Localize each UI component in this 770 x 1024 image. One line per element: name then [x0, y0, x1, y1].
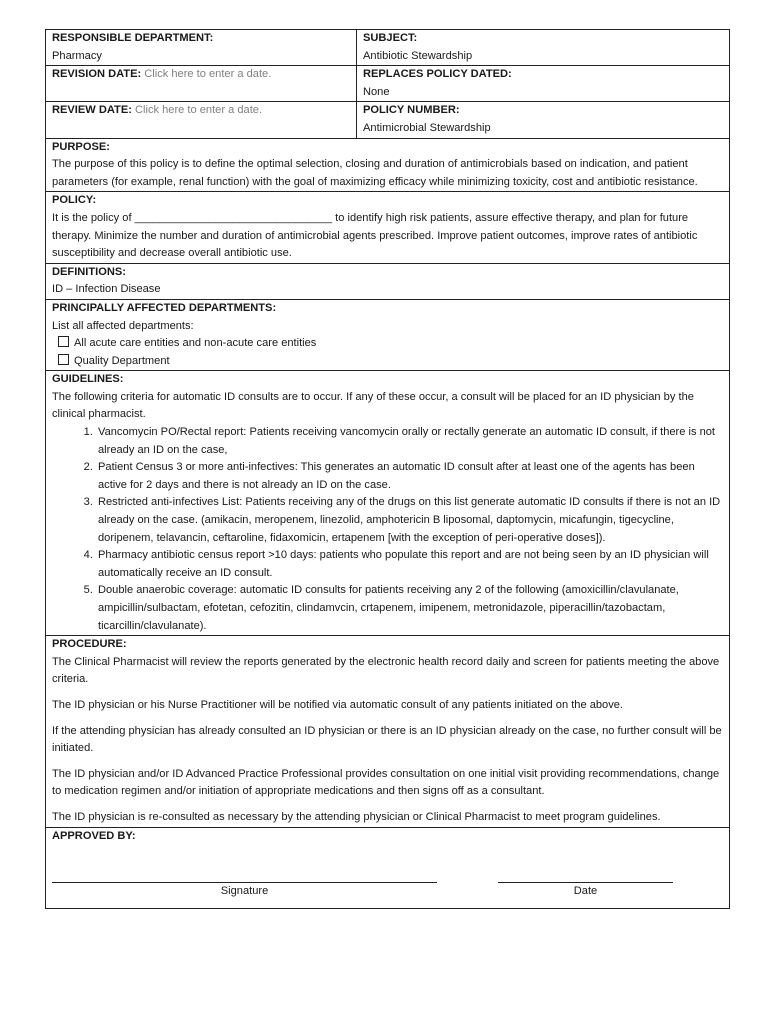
procedure-paragraph: The ID physician is re-consulted as necessary by the attending physician or Clinical Pharmacist to meet program guidelines.: [52, 810, 661, 823]
department-option-label: All acute care entities and non-acute care entities: [74, 337, 317, 350]
purpose-section: [46, 139, 729, 193]
guideline-item: 5. Double anaerobic coverage: automatic ID consults for patients receiving any 2 of the following (amoxicillin/clavulanate, ampicillin/sulbactam, efotetan, cefozitin, clindamvcin, crtapenem, imipenem, metronidazole, piperacillin/tazobactam, ticarcillin/clavulanate).: [96, 582, 723, 635]
guideline-item: 2. Patient Census 3 or more anti-infectives: This generates an automatic ID consult after at least one of the agents has been active for 2 days and there is not already an ID on the case.: [96, 459, 723, 494]
purpose-heading: PURPOSE:: [52, 140, 110, 153]
guidelines-heading: GUIDELINES:: [52, 373, 124, 386]
approved-section: [46, 828, 729, 908]
departments-heading: PRINCIPALLY AFFECTED DEPARTMENTS:: [52, 301, 277, 314]
guideline-item: 4. Pharmacy antibiotic census report >10 days: patients who populate this report and are not being seen by an ID physician will automatically receive an ID consult.: [96, 547, 723, 582]
subject-value: Antibiotic Stewardship: [363, 49, 473, 62]
responsible-department-value: Pharmacy: [52, 49, 102, 62]
responsible-department-cell: [46, 30, 357, 65]
procedure-section: [46, 636, 729, 827]
policy-section: [46, 192, 729, 263]
checkbox-icon[interactable]: [58, 354, 69, 365]
revision-date-label: REVISION DATE:: [52, 68, 142, 81]
departments-section: [46, 300, 729, 371]
policy-heading: POLICY:: [52, 194, 97, 207]
subject-label: SUBJECT:: [363, 32, 418, 44]
replaces-policy-value: None: [363, 85, 390, 98]
review-date-field[interactable]: Click here to enter a date.: [135, 104, 263, 117]
review-date-cell: [46, 102, 357, 137]
procedure-heading: PROCEDURE:: [52, 638, 127, 651]
policy-number-value: Antimicrobial Stewardship: [363, 121, 491, 134]
guidelines-section: [46, 371, 729, 636]
procedure-paragraph: The ID physician and/or ID Advanced Practice Professional provides consultation on one initial visit providing recommendations, change to medication regimen and/or initiation of appropriate medications and then signs off as a consultant.: [52, 767, 720, 798]
procedure-paragraph: The ID physician or his Nurse Practitioner will be notified via automatic consult of any patients initiated on the above.: [52, 698, 624, 711]
approved-heading: APPROVED BY:: [52, 829, 136, 842]
revision-date-field[interactable]: Click here to enter a date.: [144, 68, 272, 81]
policy-number-label: POLICY NUMBER:: [363, 104, 460, 117]
header-row-3: [46, 102, 729, 138]
guidelines-list: [52, 424, 723, 635]
date-block: [498, 874, 673, 901]
signature-block: [52, 874, 437, 901]
guideline-item: 1. Vancomycin PO/Rectal report: Patients receiving vancomycin orally or rectally generate an automatic ID consult, if there is not already an ID on the case,: [96, 424, 723, 459]
department-option-label: Quality Department: [74, 354, 170, 367]
guidelines-intro: The following criteria for automatic ID consults are to occur. If any of these occur, a consult will be placed for an ID physician by the clinical pharmacist.: [52, 390, 694, 421]
replaces-policy-cell: [357, 66, 729, 101]
procedure-paragraph: If the attending physician has already consulted an ID physician or there is an ID physician already on the case, no further consult will be initiated.: [52, 724, 722, 755]
policy-document: [45, 29, 730, 909]
departments-intro: List all affected departments:: [52, 319, 194, 332]
subject-cell: [357, 30, 729, 65]
policy-number-cell: [357, 102, 729, 137]
review-date-label: REVIEW DATE:: [52, 104, 132, 117]
header-row-1: [46, 30, 729, 66]
definitions-section: [46, 264, 729, 300]
date-caption: Date: [573, 884, 598, 897]
procedure-paragraph: The Clinical Pharmacist will review the reports generated by the electronic health record daily and screen for patients meeting the above criteria.: [52, 655, 720, 686]
responsible-department-label: RESPONSIBLE DEPARTMENT:: [52, 32, 214, 44]
purpose-text: The purpose of this policy is to define the optimal selection, closing and duration of antimicrobials based on indication, and patient parameters (for example, renal function) with the goal of maximizing efficacy while minimizing toxicity, cost and antibiotic resistance.: [52, 158, 698, 188]
signature-caption: Signature: [220, 884, 269, 897]
replaces-policy-label: REPLACES POLICY DATED:: [363, 68, 512, 81]
department-option[interactable]: [52, 335, 723, 353]
checkbox-icon[interactable]: [58, 336, 69, 347]
definitions-text: ID – Infection Disease: [52, 283, 161, 296]
policy-text: It is the policy of ________________________________ to identify high risk patients, assure effective therapy, and plan for future therapy. Minimize the number and duration of antimicrobial agents prescribed. Improve patient outcomes, improve rates of antibiotic susceptibility and decrease overall antibiotic use.: [52, 211, 698, 260]
header-row-2: [46, 66, 729, 102]
guideline-item: 3. Restricted anti-infectives List: Patients receiving any of the drugs on this list generate automatic ID consults if there is not an ID already on the case. (amikacin, meropenem, linezolid, amphotericin B liposomal, daptomycin, micafungin, tigecycline, doripenem, telavancin, ceftaroline, fidaxomicin, ertapenem [with the exception of peri-operative doses]).: [96, 494, 723, 547]
definitions-heading: DEFINITIONS:: [52, 265, 126, 278]
department-option[interactable]: [52, 353, 723, 371]
revision-date-cell: [46, 66, 357, 101]
